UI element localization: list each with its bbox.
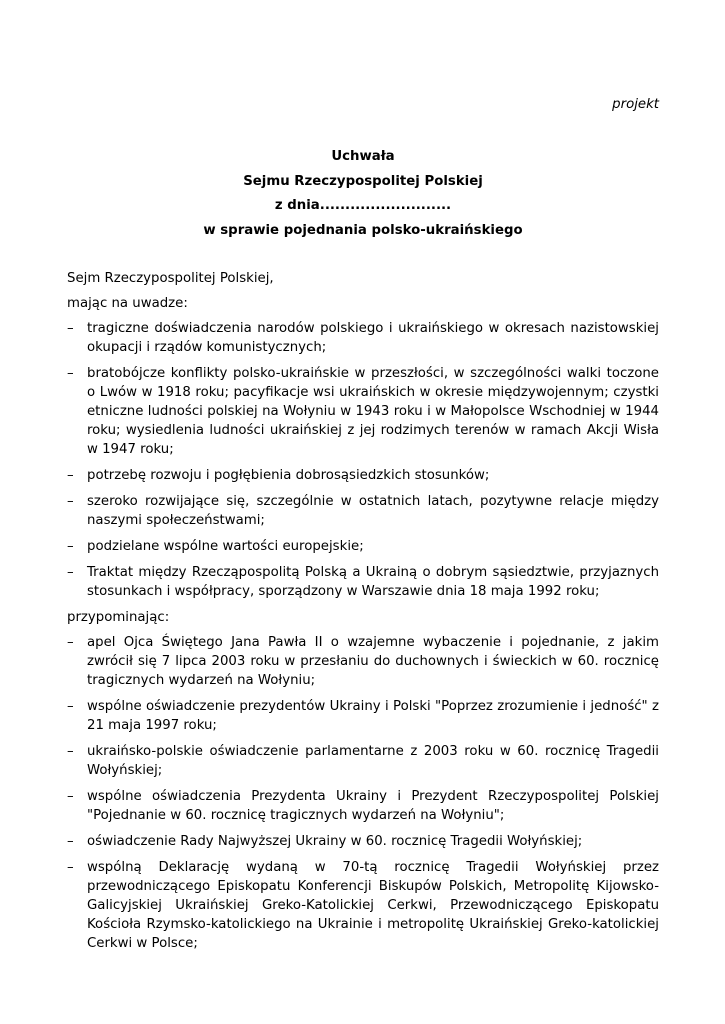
list-item [67,537,659,556]
list-item-text: Traktat między Rzecząpospolitą Polską a Ukrainą o dobrym sąsiedztwie, przyjaznych stosunkach i współpracy, sporządzony w Warszawie dnia 18 maja 1992 roku; [87,565,659,599]
dash-bullet: – [67,468,74,483]
list-item-text: ukraińsko-polskie oświadczenie parlamentarne z 2003 roku w 60. rocznicę Tragedii Wołyńskiej; [87,744,659,778]
considering-intro: mając na uwadze: [67,296,188,311]
document-status-label: projekt [612,97,659,112]
list-item-text: potrzebę rozwoju i pogłębienia dobrosąsiedzkich stosunków; [87,468,490,483]
list-item [67,466,659,485]
list-item [67,742,659,780]
list-item [67,492,659,530]
title-line-sejm: Sejmu Rzeczypospolitej Polskiej [243,173,483,189]
dash-bullet: – [67,699,74,714]
list-item [67,633,659,690]
dash-bullet: – [67,321,74,336]
dash-bullet: – [67,539,74,554]
resolution-body [67,269,659,960]
dash-bullet: – [67,565,74,580]
list-item [67,364,659,459]
title-line-subject: w sprawie pojednania polsko-ukraińskiego [203,222,523,238]
list-item [67,563,659,601]
list-item [67,319,659,357]
list-item-text: wspólną Deklarację wydaną w 70-tą rocznicę Tragedii Wołyńskiej przez przewodniczącego Episkopatu Konferencji Biskupów Polskich, Metropolitę Kijowsko-Galicyjskiej Ukraińskiej Greko-Katolickiej Cerkwi, Przewodniczącego Episkopatu Kościoła Rzymsko-katolickiego na Ukrainie i metropolitę Ukraińskiej Greko-katolickiej Cerkwi w Polsce; [87,860,659,951]
resolution-title [67,145,659,243]
list-item-text: wspólne oświadczenia Prezydenta Ukrainy i Prezydent Rzeczypospolitej Polskiej "Pojednanie w 60. rocznicę tragicznych wydarzeń na Wołyniu"; [87,789,659,823]
recalling-intro: przypominając: [67,610,170,625]
opening-line: Sejm Rzeczypospolitej Polskiej, [67,271,274,286]
dash-bullet: – [67,366,74,381]
dash-bullet: – [67,834,74,849]
dash-bullet: – [67,789,74,804]
title-line-date: z dnia.......................... [274,198,452,213]
list-item [67,858,659,953]
list-item-text: szeroko rozwijające się, szczególnie w ostatnich latach, pozytywne relacje między naszymi społeczeństwami; [87,494,659,528]
list-item-text: tragiczne doświadczenia narodów polskiego i ukraińskiego w okresach nazistowskiej okupacji i rządów komunistycznych; [87,321,659,355]
list-item [67,697,659,735]
list-item-text: wspólne oświadczenie prezydentów Ukrainy i Polski "Poprzez zrozumienie i jedność" z 21 maja 1997 roku; [87,699,659,733]
list-item-text: apel Ojca Świętego Jana Pawła II o wzajemne wybaczenie i pojednanie, z jakim zwrócił się 7 lipca 2003 roku w przesłaniu do duchownych i świeckich w 60. rocznicę tragicznych wydarzeń na Wołyniu; [87,635,659,688]
considering-list [67,319,659,601]
list-item-text: bratobójcze konflikty polsko-ukraińskie w przeszłości, w szczególności walki toczone o Lwów w 1918 roku; pacyfikacje wsi ukraińskich w okresie międzywojennym; czystki etniczne ludności polskiej na Wołyniu w 1943 roku i w Małopolsce Wschodniej w 1944 roku; wysiedlenia ludności ukraińskiej z jej rodzimych terenów w ramach Akcji Wisła w 1947 roku; [87,366,659,457]
list-item [67,832,659,851]
dash-bullet: – [67,744,74,759]
dash-bullet: – [67,860,74,875]
dash-bullet: – [67,635,74,650]
dash-bullet: – [67,494,74,509]
title-line-resolution: Uchwała [331,149,395,164]
list-item-text: podzielane wspólne wartości europejskie; [87,539,364,554]
recalling-list [67,633,659,953]
list-item [67,787,659,825]
list-item-text: oświadczenie Rady Najwyższej Ukrainy w 60. rocznicę Tragedii Wołyńskiej; [87,834,583,849]
